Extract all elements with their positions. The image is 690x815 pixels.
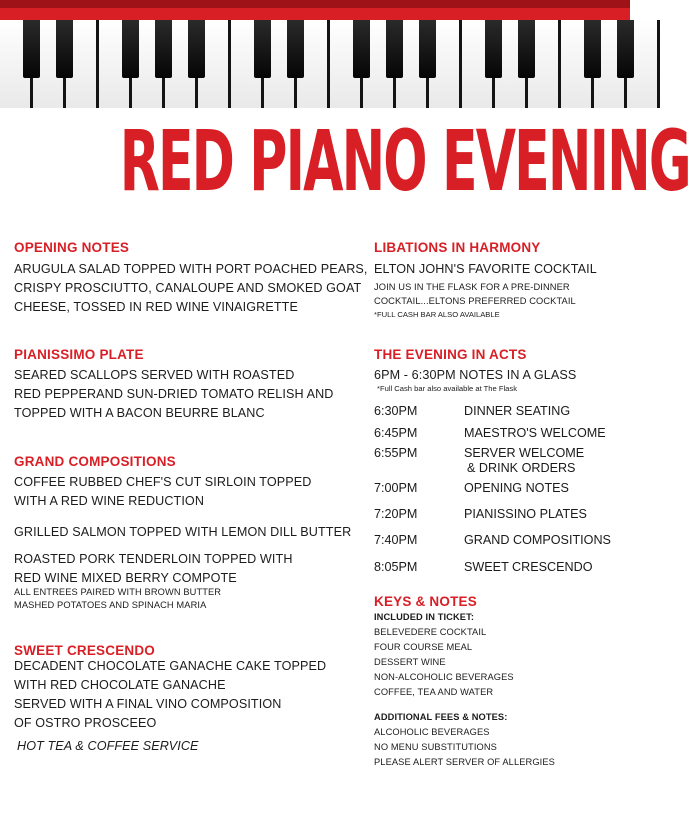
schedule-event: PIANISSINO PLATES	[464, 507, 587, 521]
piano-black-key	[155, 20, 172, 78]
schedule-event: DINNER SEATING	[464, 404, 571, 418]
schedule-time: 8:05PM	[374, 560, 418, 574]
schedule-time: 7:40PM	[374, 533, 418, 547]
grand-compositions-heading: GRAND COMPOSITIONS	[14, 454, 176, 469]
piano-black-key	[584, 20, 601, 78]
pianissimo-line: RED PEPPERAND SUN-DRIED TOMATO RELISH AND	[14, 387, 334, 401]
grand-line: WITH A RED WINE REDUCTION	[14, 494, 205, 508]
piano-black-key	[419, 20, 436, 78]
sweet-crescendo-heading: SWEET CRESCENDO	[14, 643, 156, 658]
keys-notes-heading: KEYS & NOTES	[374, 594, 477, 609]
piano-black-key	[122, 20, 139, 78]
libations-line: JOIN US IN THE FLASK FOR A PRE-DINNER	[374, 282, 570, 292]
schedule-time: 6:55PM	[374, 446, 418, 460]
additional-item: NO MENU SUBSTITUTIONS	[374, 742, 497, 752]
piano-black-key	[386, 20, 403, 78]
additional-item: PLEASE ALERT SERVER OF ALLERGIES	[374, 757, 555, 767]
pianissimo-line: TOPPED WITH A BACON BEURRE BLANC	[14, 406, 265, 420]
acts-first-line: 6PM - 6:30PM NOTES IN A GLASS	[374, 368, 577, 382]
opening-line: ARUGULA SALAD TOPPED WITH PORT POACHED PEARS,	[14, 262, 368, 276]
libations-cocktail: ELTON JOHN'S FAVORITE COCKTAIL	[374, 262, 597, 276]
libations-heading: LIBATIONS IN HARMONY	[374, 240, 541, 255]
included-item: DESSERT WINE	[374, 657, 446, 667]
included-heading: INCLUDED IN TICKET:	[374, 612, 475, 622]
grand-line: ROASTED PORK TENDERLOIN TOPPED WITH	[14, 552, 293, 566]
pianissimo-line: SEARED SCALLOPS SERVED WITH ROASTED	[14, 368, 295, 382]
pianissimo-heading: PIANISSIMO PLATE	[14, 347, 144, 362]
libations-line: COCKTAIL...ELTONS PREFERRED COCKTAIL	[374, 296, 576, 306]
piano-red-rail-shadow	[0, 0, 630, 8]
piano-white-keys	[0, 20, 630, 108]
libations-note: *FULL CASH BAR ALSO AVAILABLE	[374, 310, 500, 319]
additional-heading: ADDITIONAL FEES & NOTES:	[374, 712, 508, 722]
opening-notes-heading: OPENING NOTES	[14, 240, 130, 255]
schedule-event: SERVER WELCOME	[464, 446, 585, 460]
sweet-line: DECADENT CHOCOLATE GANACHE CAKE TOPPED	[14, 659, 327, 673]
included-item: FOUR COURSE MEAL	[374, 642, 473, 652]
piano-keys-image	[0, 0, 630, 108]
additional-item: ALCOHOLIC BEVERAGES	[374, 727, 490, 737]
page-title: RED PIANO EVENING	[119, 112, 690, 210]
piano-black-key	[617, 20, 634, 78]
grand-line: RED WINE MIXED BERRY COMPOTE	[14, 571, 237, 585]
piano-black-key	[188, 20, 205, 78]
schedule-time: 7:20PM	[374, 507, 418, 521]
piano-black-key	[254, 20, 271, 78]
grand-note: MASHED POTATOES AND SPINACH MARIA	[14, 600, 207, 610]
opening-line: CHEESE, TOSSED IN RED WINE VINAIGRETTE	[14, 300, 298, 314]
opening-line: CRISPY PROSCIUTTO, CANALOUPE AND SMOKED GOAT	[14, 281, 362, 295]
schedule-event: MAESTRO'S WELCOME	[464, 426, 606, 440]
sweet-line: SERVED WITH A FINAL VINO COMPOSITION	[14, 697, 282, 711]
piano-black-key	[23, 20, 40, 78]
sweet-line: OF OSTRO PROSCEEO	[14, 716, 157, 730]
grand-line: COFFEE RUBBED CHEF'S CUT SIRLOIN TOPPED	[14, 475, 312, 489]
included-item: BELEVEDERE COCKTAIL	[374, 627, 487, 637]
schedule-event: SWEET CRESCENDO	[464, 560, 593, 574]
piano-black-key	[518, 20, 535, 78]
piano-black-key	[287, 20, 304, 78]
tea-coffee-line: HOT TEA & COFFEE SERVICE	[17, 739, 199, 753]
grand-line: GRILLED SALMON TOPPED WITH LEMON DILL BUTTER	[14, 525, 352, 539]
schedule-event: OPENING NOTES	[464, 481, 569, 495]
included-item: COFFEE, TEA AND WATER	[374, 687, 494, 697]
schedule-event: & DRINK ORDERS	[467, 461, 576, 475]
schedule-time: 6:30PM	[374, 404, 418, 418]
piano-black-key	[485, 20, 502, 78]
included-item: NON-ALCOHOLIC BEVERAGES	[374, 672, 514, 682]
schedule-time: 6:45PM	[374, 426, 418, 440]
piano-black-key	[353, 20, 370, 78]
schedule-event: GRAND COMPOSITIONS	[464, 533, 611, 547]
acts-first-note: *Full Cash bar also available at The Flask	[377, 384, 517, 393]
piano-black-key	[56, 20, 73, 78]
grand-note: ALL ENTREES PAIRED WITH BROWN BUTTER	[14, 587, 222, 597]
sweet-line: WITH RED CHOCOLATE GANACHE	[14, 678, 226, 692]
evening-acts-heading: THE EVENING IN ACTS	[374, 347, 527, 362]
schedule-time: 7:00PM	[374, 481, 418, 495]
